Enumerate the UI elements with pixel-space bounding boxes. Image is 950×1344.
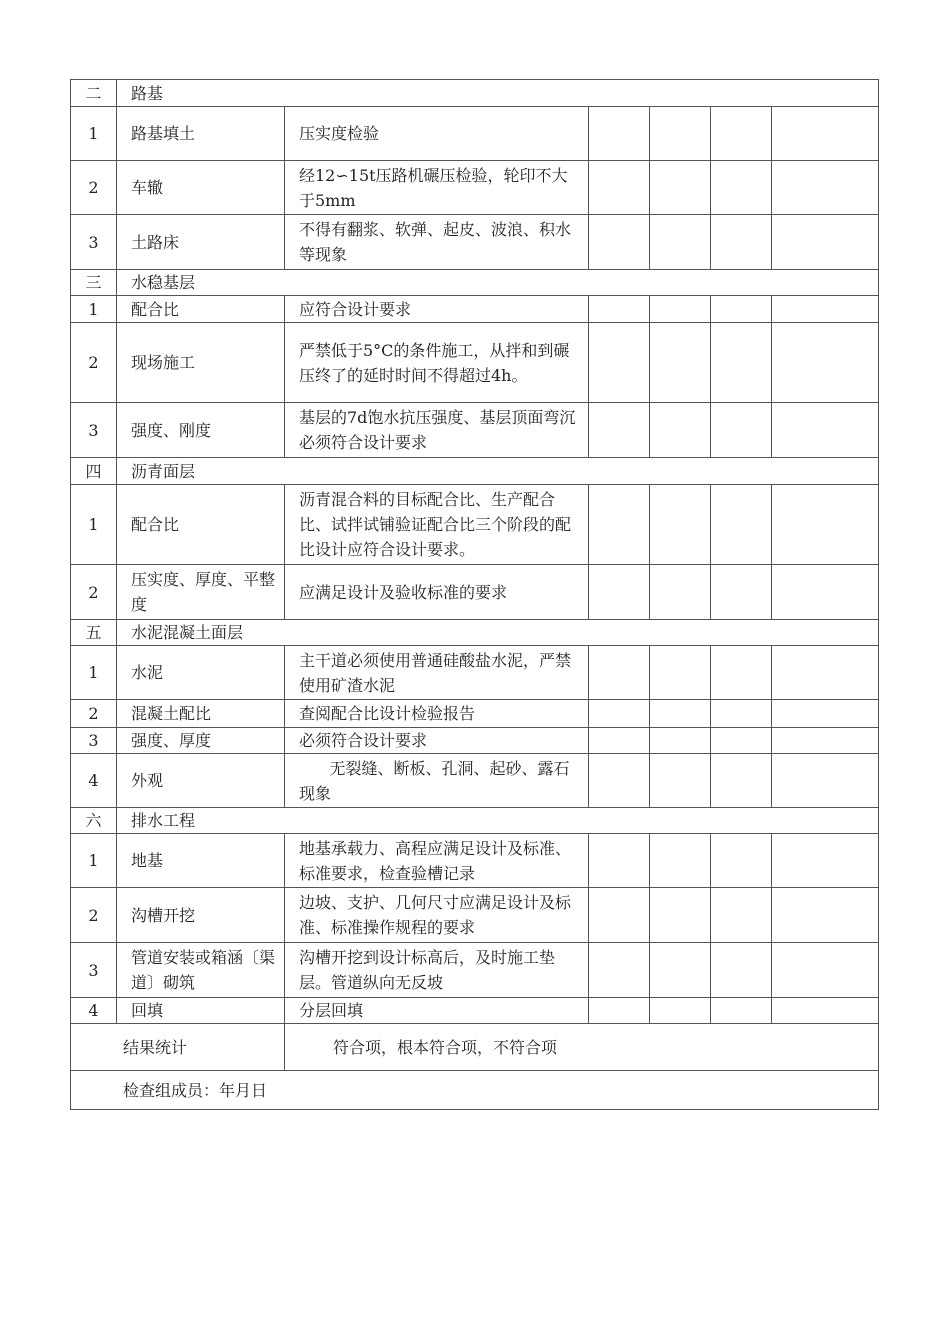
row-number: 2 xyxy=(71,700,117,728)
table-row xyxy=(71,107,879,161)
inspection-table xyxy=(70,79,879,1110)
row-number: 4 xyxy=(71,754,117,808)
row-number: 2 xyxy=(71,161,117,215)
item-requirement: 地基承载力、高程应满足设计及标准、标准要求，检查验槽记录 xyxy=(285,834,589,888)
section-title: 水泥混凝土面层 xyxy=(117,620,879,646)
item-requirement: 主干道必须使用普通硅酸盐水泥，严禁使用矿渣水泥 xyxy=(285,646,589,700)
section-title: 水稳基层 xyxy=(117,270,879,296)
remark-cell[interactable] xyxy=(772,998,879,1024)
check-cell[interactable] xyxy=(711,296,772,323)
table-row xyxy=(71,646,879,700)
check-cell[interactable] xyxy=(589,888,650,943)
item-name: 沟槽开挖 xyxy=(117,888,285,943)
section-header-row xyxy=(71,458,879,485)
item-requirement: 查阅配合比设计检验报告 xyxy=(285,700,589,728)
result-label: 结果统计 xyxy=(71,1024,285,1071)
check-cell[interactable] xyxy=(589,700,650,728)
item-name: 水泥 xyxy=(117,646,285,700)
remark-cell[interactable] xyxy=(772,754,879,808)
table-row xyxy=(71,834,879,888)
check-cell[interactable] xyxy=(589,296,650,323)
remark-cell[interactable] xyxy=(772,107,879,161)
table-row xyxy=(71,485,879,565)
table-row xyxy=(71,943,879,998)
row-number: 3 xyxy=(71,215,117,270)
remark-cell[interactable] xyxy=(772,728,879,754)
row-number: 2 xyxy=(71,888,117,943)
remark-cell[interactable] xyxy=(772,700,879,728)
row-number: 1 xyxy=(71,485,117,565)
result-summary-row xyxy=(71,1024,879,1071)
check-cell[interactable] xyxy=(650,754,711,808)
check-cell[interactable] xyxy=(650,998,711,1024)
section-header-row xyxy=(71,80,879,107)
item-requirement: 应符合设计要求 xyxy=(285,296,589,323)
check-cell[interactable] xyxy=(711,754,772,808)
check-cell[interactable] xyxy=(650,834,711,888)
section-number: 六 xyxy=(71,808,117,834)
item-requirement: 边坡、支护、几何尺寸应满足设计及标准、标准操作规程的要求 xyxy=(285,888,589,943)
item-name: 配合比 xyxy=(117,296,285,323)
section-header-row xyxy=(71,620,879,646)
remark-cell[interactable] xyxy=(772,834,879,888)
remark-cell[interactable] xyxy=(772,888,879,943)
item-requirement: 不得有翻浆、软弹、起皮、波浪、积水等现象 xyxy=(285,215,589,270)
item-name: 外观 xyxy=(117,754,285,808)
table-row xyxy=(71,754,879,808)
inspector-signature[interactable]: 检查组成员：年月日 xyxy=(71,1071,879,1110)
remark-cell[interactable] xyxy=(772,323,879,403)
item-requirement: 必须符合设计要求 xyxy=(285,728,589,754)
remark-cell[interactable] xyxy=(772,296,879,323)
row-number: 3 xyxy=(71,943,117,998)
remark-cell[interactable] xyxy=(772,646,879,700)
table-row xyxy=(71,215,879,270)
item-name: 压实度、厚度、平整度 xyxy=(117,565,285,620)
section-header-row xyxy=(71,270,879,296)
check-cell[interactable] xyxy=(711,403,772,458)
check-cell[interactable] xyxy=(589,943,650,998)
table-row xyxy=(71,296,879,323)
section-title: 沥青面层 xyxy=(117,458,879,485)
check-cell[interactable] xyxy=(650,700,711,728)
check-cell[interactable] xyxy=(650,323,711,403)
row-number: 2 xyxy=(71,323,117,403)
item-requirement: 无裂缝、断板、孔洞、起砂、露石现象 xyxy=(285,754,589,808)
check-cell[interactable] xyxy=(711,646,772,700)
check-cell[interactable] xyxy=(589,215,650,270)
check-cell[interactable] xyxy=(589,728,650,754)
item-name: 地基 xyxy=(117,834,285,888)
check-cell[interactable] xyxy=(589,107,650,161)
table-row xyxy=(71,888,879,943)
remark-cell[interactable] xyxy=(772,215,879,270)
table-row xyxy=(71,998,879,1024)
remark-cell[interactable] xyxy=(772,565,879,620)
row-number: 3 xyxy=(71,403,117,458)
signature-row xyxy=(71,1071,879,1110)
check-cell[interactable] xyxy=(711,700,772,728)
check-cell[interactable] xyxy=(589,565,650,620)
item-requirement: 基层的7d饱水抗压强度、基层顶面弯沉必须符合设计要求 xyxy=(285,403,589,458)
check-cell[interactable] xyxy=(650,485,711,565)
check-cell[interactable] xyxy=(589,998,650,1024)
check-cell[interactable] xyxy=(711,107,772,161)
row-number: 2 xyxy=(71,565,117,620)
section-header-row xyxy=(71,808,879,834)
check-cell[interactable] xyxy=(589,161,650,215)
item-name: 土路床 xyxy=(117,215,285,270)
item-name: 管道安装或箱涵〔渠道〕砌筑 xyxy=(117,943,285,998)
table-row xyxy=(71,403,879,458)
item-name: 回填 xyxy=(117,998,285,1024)
section-number: 二 xyxy=(71,80,117,107)
check-cell[interactable] xyxy=(711,998,772,1024)
item-requirement: 压实度检验 xyxy=(285,107,589,161)
check-cell[interactable] xyxy=(650,728,711,754)
check-cell[interactable] xyxy=(650,403,711,458)
section-title: 排水工程 xyxy=(117,808,879,834)
check-cell[interactable] xyxy=(589,754,650,808)
check-cell[interactable] xyxy=(589,485,650,565)
remark-cell[interactable] xyxy=(772,943,879,998)
section-title: 路基 xyxy=(117,80,879,107)
item-requirement: 分层回填 xyxy=(285,998,589,1024)
item-name: 路基填土 xyxy=(117,107,285,161)
check-cell[interactable] xyxy=(711,888,772,943)
section-number: 四 xyxy=(71,458,117,485)
row-number: 4 xyxy=(71,998,117,1024)
check-cell[interactable] xyxy=(711,161,772,215)
item-name: 车辙 xyxy=(117,161,285,215)
row-number: 1 xyxy=(71,107,117,161)
check-cell[interactable] xyxy=(650,296,711,323)
row-number: 3 xyxy=(71,728,117,754)
check-cell[interactable] xyxy=(711,215,772,270)
check-cell[interactable] xyxy=(650,107,711,161)
table-row xyxy=(71,323,879,403)
item-name: 强度、厚度 xyxy=(117,728,285,754)
table-row xyxy=(71,728,879,754)
row-number: 1 xyxy=(71,646,117,700)
item-requirement: 经12∽15t压路机碾压检验，轮印不大于5mm xyxy=(285,161,589,215)
section-number: 五 xyxy=(71,620,117,646)
table-row xyxy=(71,161,879,215)
check-cell[interactable] xyxy=(711,565,772,620)
check-cell[interactable] xyxy=(650,888,711,943)
check-cell[interactable] xyxy=(589,646,650,700)
check-cell[interactable] xyxy=(711,323,772,403)
check-cell[interactable] xyxy=(711,485,772,565)
section-number: 三 xyxy=(71,270,117,296)
check-cell[interactable] xyxy=(650,943,711,998)
check-cell[interactable] xyxy=(711,728,772,754)
item-requirement: 沟槽开挖到设计标高后，及时施工垫层。管道纵向无反坡 xyxy=(285,943,589,998)
check-cell[interactable] xyxy=(711,943,772,998)
row-number: 1 xyxy=(71,834,117,888)
item-name: 配合比 xyxy=(117,485,285,565)
remark-cell[interactable] xyxy=(772,161,879,215)
check-cell[interactable] xyxy=(589,403,650,458)
check-cell[interactable] xyxy=(650,161,711,215)
check-cell[interactable] xyxy=(650,215,711,270)
table-row xyxy=(71,700,879,728)
result-value[interactable]: 符合项，根本符合项，不符合项 xyxy=(285,1024,879,1071)
item-name: 混凝土配比 xyxy=(117,700,285,728)
check-cell[interactable] xyxy=(650,646,711,700)
remark-cell[interactable] xyxy=(772,485,879,565)
check-cell[interactable] xyxy=(650,565,711,620)
check-cell[interactable] xyxy=(711,834,772,888)
item-requirement: 沥青混合料的目标配合比、生产配合比、试拌试铺验证配合比三个阶段的配比设计应符合设计要求。 xyxy=(285,485,589,565)
item-requirement: 应满足设计及验收标准的要求 xyxy=(285,565,589,620)
item-name: 强度、刚度 xyxy=(117,403,285,458)
check-cell[interactable] xyxy=(589,834,650,888)
item-requirement: 严禁低于5°C的条件施工，从拌和到碾压终了的延时时间不得超过4h。 xyxy=(285,323,589,403)
row-number: 1 xyxy=(71,296,117,323)
check-cell[interactable] xyxy=(589,323,650,403)
item-name: 现场施工 xyxy=(117,323,285,403)
table-row xyxy=(71,565,879,620)
remark-cell[interactable] xyxy=(772,403,879,458)
